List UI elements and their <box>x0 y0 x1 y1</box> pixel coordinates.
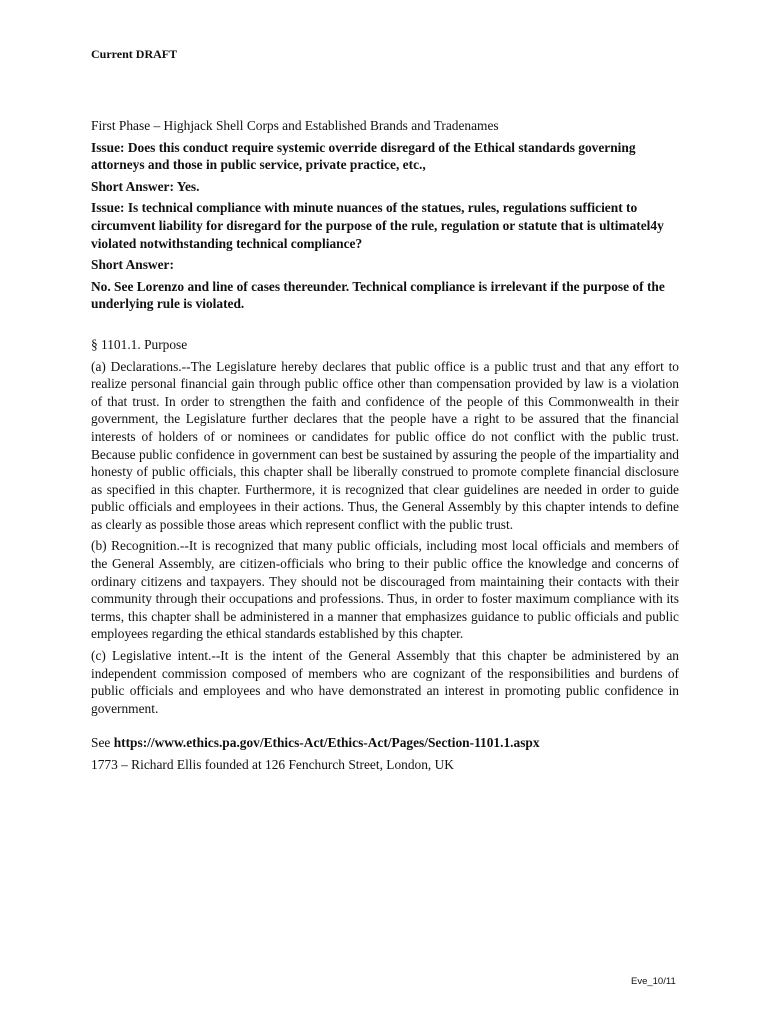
history-note: 1773 – Richard Ellis founded at 126 Fenchurch Street, London, UK <box>91 757 454 772</box>
see-prefix: See <box>91 735 114 751</box>
short-answer-2-label: Short Answer: <box>91 257 174 273</box>
paragraph-b-recognition: (b) Recognition.--It is recognized that many public officials, including most local officials and members of the General Assembly, are citizen-officials who bring to their public office the knowledge and concerns of ordinary citizens and taxpayers. They should not be discouraged from maintaining their contacts with their community through their occupations and professions. Thus, in order to foster maximum compliance with its terms, this chapter shall be administered in a manner that emphasizes guidance to public officials and public employees regarding the ethical standards established by this chapter. <box>91 538 679 642</box>
page-footer-note: Eve_10/11 <box>631 976 676 987</box>
short-answer-1: Short Answer: Yes. <box>91 178 200 194</box>
issue-1: Issue: Does this conduct require systemic override disregard of the Ethical standards governing attorneys and those in public service, private practice, etc., <box>91 139 636 173</box>
see-reference <box>91 734 679 752</box>
paragraph-a-declarations: (a) Declarations.--The Legislature hereby declares that public office is a public trust and that any effort to realize personal financial gain through public office other than compensation provided by law is a violation of that trust. In order to strengthen the faith and confidence of the people of this Commonwealth in their government, the Legislature further declares that the people have a right to be assured that the financial interests of holders of or nominees or candidates for public office do not conflict with the public trust. Because public confidence in government can best be sustained by assuring the people of the impartiality and honesty of public officials, this chapter shall be liberally construed to promote complete financial disclosure as specified in this chapter. Furthermore, it is recognized that clear guidelines are needed in order to guide public officials and employees in their actions. Thus, the General Assembly by this chapter intends to define as clearly as possible those areas which represent conflict with the public trust. <box>91 358 679 532</box>
phase-title: First Phase – Highjack Shell Corps and Established Brands and Tradenames <box>91 118 499 133</box>
paragraph-c-legislative-intent: (c) Legislative intent.--It is the intent of the General Assembly that this chapter be administered by an independent commission composed of members who are cognizant of the responsibilities and burdens of public officials and employees and who have demonstrated an interest in promoting public confidence in government. <box>91 648 679 716</box>
section-title: § 1101.1. Purpose <box>91 336 188 352</box>
document-body <box>91 117 679 774</box>
short-answer-2-text: No. See Lorenzo and line of cases thereunder. Technical compliance is irrelevant if the purpose of the underlying rule is violated. <box>91 278 665 312</box>
ethics-act-link[interactable]: https://www.ethics.pa.gov/Ethics-Act/Ethics-Act/Pages/Section-1101.1.aspx <box>113 735 540 751</box>
draft-label: Current DRAFT <box>91 47 178 61</box>
issue-2: Issue: Is technical compliance with minute nuances of the statues, rules, regulations sufficient to circumvent liability for disregard for the purpose of the rule, regulation or statute that is ultimatel4y violated notwithstanding technical compliance? <box>91 200 664 251</box>
